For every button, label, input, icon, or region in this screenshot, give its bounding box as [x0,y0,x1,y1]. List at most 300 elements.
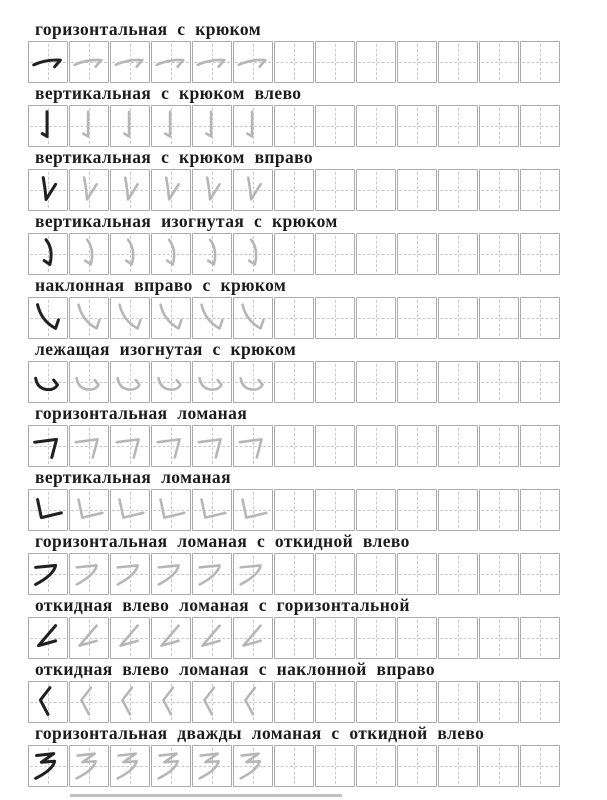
stroke-glyph-heng-gou [193,42,231,82]
practice-cell [397,553,437,595]
horizontal-guide-line [440,638,476,639]
stroke-glyph-heng-gou [70,42,108,82]
stroke-glyph-heng-zhe-zhe-pie [29,746,67,786]
stroke-glyph-heng-zhe [152,426,190,466]
stroke-name-label: горизонтальная ломаная с откидной влево [35,531,410,551]
stroke-practice-section [28,84,607,147]
horizontal-guide-line [358,62,394,63]
practice-cell [69,553,109,595]
practice-cell [397,425,437,467]
practice-cell [110,681,150,723]
practice-cell [315,233,355,275]
practice-cell [315,361,355,403]
practice-cell [274,489,314,531]
stroke-practice-section [28,212,607,275]
practice-cell [315,297,355,339]
stroke-glyph-heng-gou [152,42,190,82]
stroke-name-label: вертикальная ломаная [35,467,231,487]
stroke-practice-section [28,404,607,467]
stroke-glyph-shu-zhe [234,490,272,530]
practice-cell [397,297,437,339]
horizontal-guide-line [317,382,353,383]
practice-cell [438,745,478,787]
stroke-glyph-heng-pie [29,554,67,594]
practice-cell [151,105,191,147]
practice-cell [192,169,232,211]
practice-cell [151,553,191,595]
practice-cell [397,105,437,147]
practice-cell [397,681,437,723]
practice-cell [151,681,191,723]
practice-cell [192,553,232,595]
horizontal-guide-line [522,62,558,63]
next-row-cutoff-edge [70,794,342,797]
stroke-practice-section [28,596,607,659]
practice-cell [69,489,109,531]
stroke-glyph-heng-zhe-zhe-pie [193,746,231,786]
horizontal-guide-line [317,254,353,255]
practice-cell [192,41,232,83]
practice-cell [192,105,232,147]
practice-cell-row [28,745,562,787]
practice-cell [274,297,314,339]
horizontal-guide-line [481,318,517,319]
horizontal-guide-line [481,446,517,447]
horizontal-guide-line [481,126,517,127]
horizontal-guide-line [481,510,517,511]
practice-cell [438,553,478,595]
practice-cell-row [28,233,562,275]
stroke-glyph-wan-gou [70,234,108,274]
practice-cell-row [28,297,562,339]
stroke-glyph-shu-zhe [111,490,149,530]
practice-cell [479,681,519,723]
stroke-glyph-wan-gou [152,234,190,274]
worksheet [28,20,607,787]
horizontal-guide-line [276,510,312,511]
practice-cell-row [28,489,562,531]
practice-cell [274,41,314,83]
stroke-glyph-heng-zhe [29,426,67,466]
practice-cell [438,297,478,339]
stroke-glyph-shu-gou [152,106,190,146]
practice-cell [192,297,232,339]
horizontal-guide-line [358,574,394,575]
horizontal-guide-line [358,190,394,191]
stroke-glyph-pie-dian [29,682,67,722]
practice-cell [110,425,150,467]
practice-cell [151,233,191,275]
stroke-name-label: наклонная вправо с крюком [35,275,287,295]
practice-cell [438,489,478,531]
stroke-glyph-pie-dian [193,682,231,722]
practice-cell [479,361,519,403]
practice-cell [315,169,355,211]
practice-cell [69,617,109,659]
stroke-glyph-shu-ti [70,170,108,210]
stroke-glyph-pie-dian [70,682,108,722]
practice-cell [438,617,478,659]
practice-cell [356,489,396,531]
practice-cell [520,553,560,595]
practice-cell [315,745,355,787]
practice-cell [233,553,273,595]
stroke-glyph-shu-zhe [29,490,67,530]
horizontal-guide-line [399,574,435,575]
stroke-glyph-xie-gou [234,298,272,338]
horizontal-guide-line [276,126,312,127]
horizontal-guide-line [358,254,394,255]
horizontal-guide-line [399,254,435,255]
practice-cell [397,361,437,403]
stroke-glyph-heng-pie [234,554,272,594]
stroke-practice-section [28,724,607,787]
practice-cell [520,41,560,83]
practice-cell [69,297,109,339]
horizontal-guide-line [358,766,394,767]
practice-cell [479,489,519,531]
practice-cell [479,105,519,147]
practice-cell [274,553,314,595]
stroke-glyph-shu-zhe [152,490,190,530]
practice-cell [28,41,68,83]
practice-cell [151,489,191,531]
practice-cell [356,425,396,467]
stroke-name-label: лежащая изогнутая с крюком [35,339,297,359]
practice-cell [28,553,68,595]
practice-cell [69,233,109,275]
horizontal-guide-line [399,190,435,191]
practice-cell [69,425,109,467]
practice-cell [28,105,68,147]
stroke-glyph-heng-zhe-zhe-pie [70,746,108,786]
practice-cell [315,617,355,659]
practice-cell [438,233,478,275]
practice-cell [110,105,150,147]
stroke-glyph-pie-dian [152,682,190,722]
horizontal-guide-line [522,638,558,639]
horizontal-guide-line [522,382,558,383]
practice-cell [479,169,519,211]
practice-cell [151,297,191,339]
practice-cell [356,361,396,403]
practice-cell [28,425,68,467]
practice-cell [110,553,150,595]
practice-cell-row [28,617,562,659]
practice-cell [274,681,314,723]
practice-cell [520,489,560,531]
stroke-glyph-heng-zhe-zhe-pie [111,746,149,786]
horizontal-guide-line [399,638,435,639]
horizontal-guide-line [522,574,558,575]
practice-cell [28,169,68,211]
practice-cell [397,617,437,659]
stroke-practice-section [28,532,607,595]
practice-cell [151,425,191,467]
stroke-glyph-pie-zhe [152,618,190,658]
practice-cell-row [28,361,562,403]
practice-cell [110,489,150,531]
stroke-glyph-heng-pie [111,554,149,594]
practice-cell [233,745,273,787]
stroke-glyph-wo-gou [193,362,231,402]
practice-cell [438,361,478,403]
horizontal-guide-line [522,702,558,703]
stroke-glyph-heng-gou [111,42,149,82]
stroke-practice-section [28,276,607,339]
horizontal-guide-line [399,62,435,63]
practice-cell [233,361,273,403]
practice-cell [397,41,437,83]
practice-cell [110,169,150,211]
practice-cell [274,745,314,787]
horizontal-guide-line [276,382,312,383]
stroke-glyph-shu-gou [193,106,231,146]
practice-cell-row [28,105,562,147]
practice-cell [151,169,191,211]
horizontal-guide-line [358,126,394,127]
practice-cell [479,425,519,467]
practice-cell [520,425,560,467]
practice-cell [274,233,314,275]
stroke-glyph-heng-pie [152,554,190,594]
practice-cell [274,105,314,147]
practice-cell [520,681,560,723]
stroke-name-label: горизонтальная дважды ломаная с откидной влево [35,723,485,743]
stroke-practice-section [28,148,607,211]
horizontal-guide-line [522,510,558,511]
practice-cell [192,617,232,659]
horizontal-guide-line [317,62,353,63]
stroke-glyph-shu-ti [29,170,67,210]
practice-cell [356,745,396,787]
horizontal-guide-line [440,190,476,191]
practice-cell [192,361,232,403]
stroke-glyph-shu-ti [152,170,190,210]
horizontal-guide-line [399,318,435,319]
practice-cell [479,233,519,275]
stroke-glyph-shu-gou [111,106,149,146]
practice-cell [69,681,109,723]
practice-cell [28,489,68,531]
stroke-glyph-heng-zhe [70,426,108,466]
stroke-name-label: откидная влево ломаная с горизонтальной [35,595,410,615]
horizontal-guide-line [481,702,517,703]
stroke-glyph-shu-gou [234,106,272,146]
practice-cell [110,617,150,659]
practice-cell-row [28,553,562,595]
stroke-glyph-wo-gou [152,362,190,402]
practice-cell [438,105,478,147]
stroke-name-label: вертикальная изогнутая с крюком [35,211,338,231]
practice-cell [69,105,109,147]
horizontal-guide-line [317,126,353,127]
practice-cell [69,745,109,787]
horizontal-guide-line [440,510,476,511]
horizontal-guide-line [440,766,476,767]
practice-cell [233,105,273,147]
horizontal-guide-line [399,126,435,127]
practice-cell [356,169,396,211]
practice-cell [192,745,232,787]
horizontal-guide-line [276,62,312,63]
stroke-glyph-xie-gou [152,298,190,338]
stroke-glyph-wo-gou [70,362,108,402]
horizontal-guide-line [276,318,312,319]
stroke-glyph-shu-zhe [70,490,108,530]
practice-cell [315,425,355,467]
horizontal-guide-line [481,190,517,191]
horizontal-guide-line [522,446,558,447]
practice-cell [233,233,273,275]
horizontal-guide-line [399,382,435,383]
stroke-name-label: откидная влево ломаная с наклонной вправо [35,659,436,679]
stroke-glyph-heng-zhe-zhe-pie [234,746,272,786]
stroke-glyph-heng-pie [70,554,108,594]
stroke-glyph-xie-gou [70,298,108,338]
horizontal-guide-line [481,574,517,575]
practice-cell [28,681,68,723]
horizontal-guide-line [399,702,435,703]
practice-cell [397,233,437,275]
stroke-glyph-wan-gou [111,234,149,274]
practice-cell [28,233,68,275]
horizontal-guide-line [317,574,353,575]
practice-cell [356,681,396,723]
practice-cell [356,41,396,83]
stroke-glyph-wo-gou [29,362,67,402]
horizontal-guide-line [440,702,476,703]
stroke-glyph-heng-zhe [111,426,149,466]
horizontal-guide-line [440,126,476,127]
practice-cell [151,41,191,83]
stroke-practice-section [28,468,607,531]
stroke-glyph-wan-gou [193,234,231,274]
horizontal-guide-line [358,510,394,511]
practice-cell [520,169,560,211]
horizontal-guide-line [481,254,517,255]
horizontal-guide-line [522,318,558,319]
stroke-glyph-xie-gou [111,298,149,338]
practice-cell [69,361,109,403]
stroke-glyph-pie-zhe [29,618,67,658]
stroke-glyph-heng-zhe [234,426,272,466]
stroke-name-label: горизонтальная с крюком [35,19,262,39]
practice-cell [315,489,355,531]
practice-cell [479,745,519,787]
stroke-glyph-pie-zhe [193,618,231,658]
practice-cell [397,489,437,531]
stroke-practice-section [28,20,607,83]
practice-cell [233,297,273,339]
practice-cell [520,297,560,339]
horizontal-guide-line [399,510,435,511]
practice-cell [274,361,314,403]
stroke-glyph-heng-pie [193,554,231,594]
practice-cell [356,105,396,147]
horizontal-guide-line [358,318,394,319]
horizontal-guide-line [317,318,353,319]
stroke-glyph-wo-gou [111,362,149,402]
practice-cell [274,425,314,467]
practice-cell [151,745,191,787]
horizontal-guide-line [276,190,312,191]
horizontal-guide-line [522,190,558,191]
practice-cell [233,681,273,723]
horizontal-guide-line [276,702,312,703]
practice-cell [438,41,478,83]
practice-cell [151,617,191,659]
practice-cell [233,489,273,531]
practice-cell [233,41,273,83]
horizontal-guide-line [317,638,353,639]
horizontal-guide-line [522,254,558,255]
horizontal-guide-line [276,638,312,639]
stroke-glyph-heng-zhe-zhe-pie [152,746,190,786]
horizontal-guide-line [440,318,476,319]
practice-cell [69,41,109,83]
stroke-glyph-heng-zhe [193,426,231,466]
practice-cell [356,553,396,595]
stroke-glyph-shu-ti [193,170,231,210]
horizontal-guide-line [317,766,353,767]
horizontal-guide-line [481,62,517,63]
practice-cell [356,233,396,275]
practice-cell [438,425,478,467]
horizontal-guide-line [317,510,353,511]
stroke-name-label: вертикальная с крюком вправо [35,147,314,167]
practice-cell [110,41,150,83]
stroke-glyph-heng-gou [29,42,67,82]
practice-cell [192,489,232,531]
practice-cell [28,361,68,403]
practice-cell [192,233,232,275]
practice-cell [233,617,273,659]
practice-cell [28,617,68,659]
practice-cell [110,745,150,787]
horizontal-guide-line [276,446,312,447]
horizontal-guide-line [440,382,476,383]
practice-cell [397,169,437,211]
horizontal-guide-line [440,574,476,575]
stroke-glyph-xie-gou [29,298,67,338]
practice-cell [520,105,560,147]
horizontal-guide-line [399,446,435,447]
practice-cell [110,233,150,275]
horizontal-guide-line [358,446,394,447]
horizontal-guide-line [358,382,394,383]
stroke-glyph-pie-zhe [234,618,272,658]
horizontal-guide-line [440,62,476,63]
practice-cell [28,297,68,339]
horizontal-guide-line [522,766,558,767]
stroke-glyph-pie-dian [111,682,149,722]
stroke-glyph-shu-zhe [193,490,231,530]
practice-cell [233,169,273,211]
stroke-glyph-pie-dian [234,682,272,722]
practice-cell-row [28,169,562,211]
stroke-practice-section [28,660,607,723]
practice-cell [151,361,191,403]
stroke-glyph-shu-gou [29,106,67,146]
horizontal-guide-line [481,382,517,383]
practice-cell [233,425,273,467]
practice-cell [110,297,150,339]
horizontal-guide-line [440,254,476,255]
practice-cell [356,297,396,339]
horizontal-guide-line [276,254,312,255]
horizontal-guide-line [317,190,353,191]
